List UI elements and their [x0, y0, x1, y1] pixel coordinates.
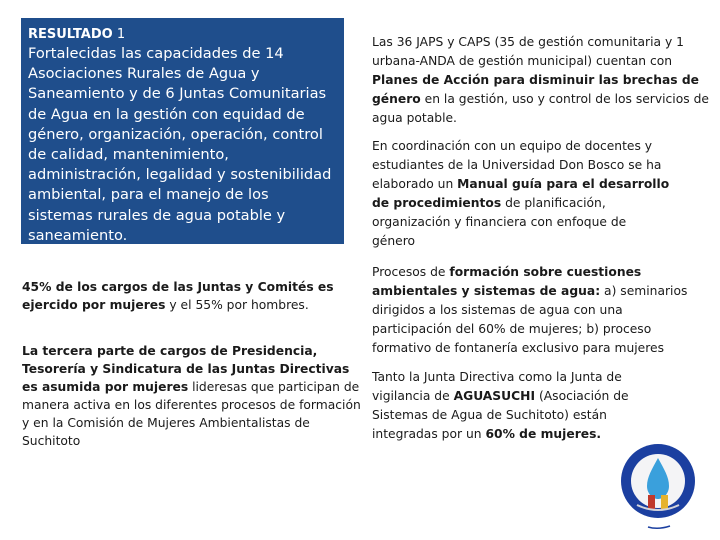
left-paragraph-2	[22, 342, 362, 450]
right-paragraph-2-text-a: En coordinación con un equipo de docentes y estudiantes de la Universidad Don Bosco se ha elaborado un	[372, 139, 662, 191]
right-paragraph-2-text-b: de planificación, organización y financiera con enfoque de género	[372, 196, 627, 248]
right-paragraph-1-text-b: en la gestión, uso y control de los servicios de agua potable.	[372, 92, 709, 125]
resultado-heading	[28, 26, 334, 44]
right-paragraph-1	[372, 33, 717, 128]
resultado-body: Fortalecidas las capacidades de 14 Asociaciones Rurales de Agua y Saneamiento y de 6 Juntas Comunitarias de Agua en la gestión con equidad de género, organización, operación, control de calidad, mantenimiento, administración, legalidad y sostenibilidad ambiental, para el manejo de los sistemas rurales de agua potable y saneamiento.	[28, 45, 332, 244]
left-paragraph-1-bold: 45% de los cargos de las Juntas y Comités es ejercido por mujeres	[22, 280, 334, 312]
right-paragraph-3-text-b: a) seminarios dirigidos a los sistemas de agua con una participación del 60% de mujeres; b) proceso formativo de fontanería exclusivo para mujeres	[372, 284, 688, 355]
right-paragraph-4	[372, 368, 672, 444]
aguasuchi-logo	[618, 441, 698, 531]
left-paragraph-1-text: y el 55% por hombres.	[165, 298, 309, 312]
right-paragraph-2-bold: Manual guía para el desarrollo de procedimientos	[372, 177, 670, 210]
left-paragraph-1	[22, 278, 342, 314]
right-paragraph-4-bold-b: 60% de mujeres.	[485, 427, 602, 441]
resultado-heading-bold: RESULTADO	[28, 27, 113, 42]
right-paragraph-1-bold: Planes de Acción para disminuir las brechas de género	[372, 73, 700, 106]
right-paragraph-3-bold: formación sobre cuestiones ambientales y sistemas de agua:	[372, 265, 642, 298]
aguasuchi-logo-graphic	[618, 441, 698, 531]
left-paragraph-2-text: lideresas que participan de manera activa en los diferentes procesos de formación y en la Comisión de Mujeres Ambientalistas de Suchitoto	[22, 380, 361, 448]
right-paragraph-3	[372, 263, 692, 358]
right-paragraph-4-text-a: Tanto la Junta Directiva como la Junta de vigilancia de	[372, 370, 622, 403]
resultado-box	[21, 18, 344, 244]
right-paragraph-3-text-a: Procesos de	[372, 265, 450, 279]
resultado-heading-number: 1	[112, 27, 126, 42]
right-paragraph-4-text-b: (Asociación de Sistemas de Agua de Suchitoto) están integradas por un	[372, 389, 629, 441]
left-paragraph-2-bold: La tercera parte de cargos de Presidencia, Tesorería y Sindicatura de las Juntas Directivas es asumida por mujeres	[22, 344, 350, 394]
right-paragraph-1-text-a: Las 36 JAPS y CAPS (35 de gestión comunitaria y 1 urbana-ANDA de gestión municipal) cuentan con	[372, 35, 684, 68]
right-paragraph-2	[372, 137, 672, 251]
right-paragraph-4-bold-a: AGUASUCHI	[453, 389, 536, 403]
